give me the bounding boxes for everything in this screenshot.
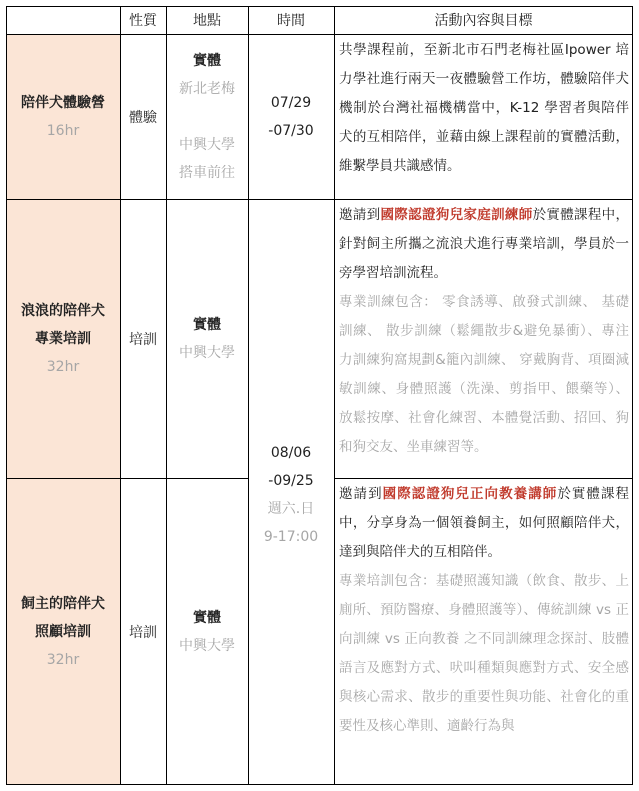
shared-time-line4: 9-17:00: [263, 529, 319, 545]
row1-title-cell: [6, 34, 120, 199]
row2-title-cell: [6, 199, 120, 478]
header-blank: [6, 6, 120, 34]
row2-type-cell: [120, 199, 166, 478]
row1-place-sub1: 新北老梅: [179, 80, 235, 97]
row1-place-sub2: 中興大學: [179, 136, 235, 153]
header-nature: 性質: [129, 13, 157, 29]
row3-detail: 專業培訓包含：基礎照護知識（飲食、散步、上廁所、預防醫療、身體照護等）、傳統訓練 vs 正向訓練 vs 正向教養 之不同訓練理念探討、肢體語言及應對方式、吠叫種類與應對方式、安全感與核心需求、散步的重要性與功能、社會化的重要性及核心準則、適齡行為與: [339, 573, 629, 734]
row3-intro: 邀請到國際認證狗兒正向教養講師於實體課程中，分享身為一個領養飼主，如何照顧陪伴犬，達到與陪伴犬的互相陪伴。: [339, 486, 630, 560]
row2-hours: 32hr: [46, 358, 80, 375]
row3-location-cell: [166, 478, 248, 785]
row1-time-line1: 07/29: [270, 94, 312, 111]
row1-hours: 16hr: [46, 122, 80, 139]
row1-location-cell: [166, 34, 248, 199]
row1-time-line2: -07/30: [268, 122, 314, 139]
row3-place-main: 實體: [193, 609, 221, 626]
row1-time-cell: [248, 34, 334, 199]
shared-time-line1: 08/06: [270, 445, 312, 461]
shared-time-line2: -09/25: [268, 473, 314, 489]
activity-table: [6, 6, 633, 785]
row2-detail: 專業訓練包含： 零食誘導、啟發式訓練、 基礎訓練、 散步訓練（鬆繩散步&避免暴衝）、專注力訓練狗窩規劃&籠內訓練、 穿戴胸背、項圈減敏訓練、身體照護（洗澡、剪指甲、餵藥等）、 放鬆按摩、社會化練習、本體覺活動、招回、狗和狗交友、坐車練習等。: [339, 294, 629, 455]
row1-title: 陪伴犬體驗營: [21, 94, 105, 111]
row2-intro: 邀請到國際認證狗兒家庭訓練師於實體課程中，針對飼主所攜之流浪犬進行專業培訓，學員於一旁學習培訓流程。: [339, 207, 630, 281]
row1-type-cell: [120, 34, 166, 199]
row2-title-line2: 專業培訓: [35, 330, 91, 347]
header-time: 時間: [277, 13, 305, 29]
row2-content-cell: [334, 201, 633, 478]
row3-hours: 32hr: [46, 651, 80, 668]
row1-content-cell: [334, 36, 633, 199]
row2-place-main: 實體: [193, 316, 221, 333]
header-activity: 活動內容與目標: [434, 13, 533, 29]
row1-place-sub3: 搭車前往: [179, 164, 235, 181]
row2-title-line1: 浪浪的陪伴犬: [21, 302, 105, 319]
row2-location-cell: [166, 199, 248, 478]
row2-highlight: 國際認證狗兒家庭訓練師: [380, 207, 533, 223]
row3-content-cell: [334, 480, 633, 785]
row3-type-cell: [120, 478, 166, 785]
header-location: 地點: [193, 13, 221, 29]
row3-title-line1: 飼主的陪伴犬: [21, 595, 105, 612]
row1-type: 體驗: [129, 109, 157, 126]
row3-type: 培訓: [129, 624, 157, 641]
row3-title-cell: [6, 478, 120, 785]
row3-title-line2: 照顧培訓: [35, 623, 91, 640]
row1-content: 共學課程前，至新北市石門老梅社區Ipower 培力學社進行兩天一夜體驗營工作坊，體驗陪伴犬機制於台灣社福機構當中，K-12 學習者與陪伴犬的互相陪伴，並藉由線上課程前的實體活動，維繫學員共識感情。: [339, 42, 629, 174]
row3-place-sub1: 中興大學: [179, 637, 235, 654]
row2-type: 培訓: [129, 331, 157, 348]
row2-place-sub1: 中興大學: [179, 344, 235, 361]
shared-time-line3: 週六.日: [267, 501, 315, 517]
row3-highlight: 國際認證狗兒正向教養講師: [382, 486, 558, 502]
shared-time-cell: [248, 430, 334, 560]
row1-place-main: 實體: [193, 52, 221, 69]
